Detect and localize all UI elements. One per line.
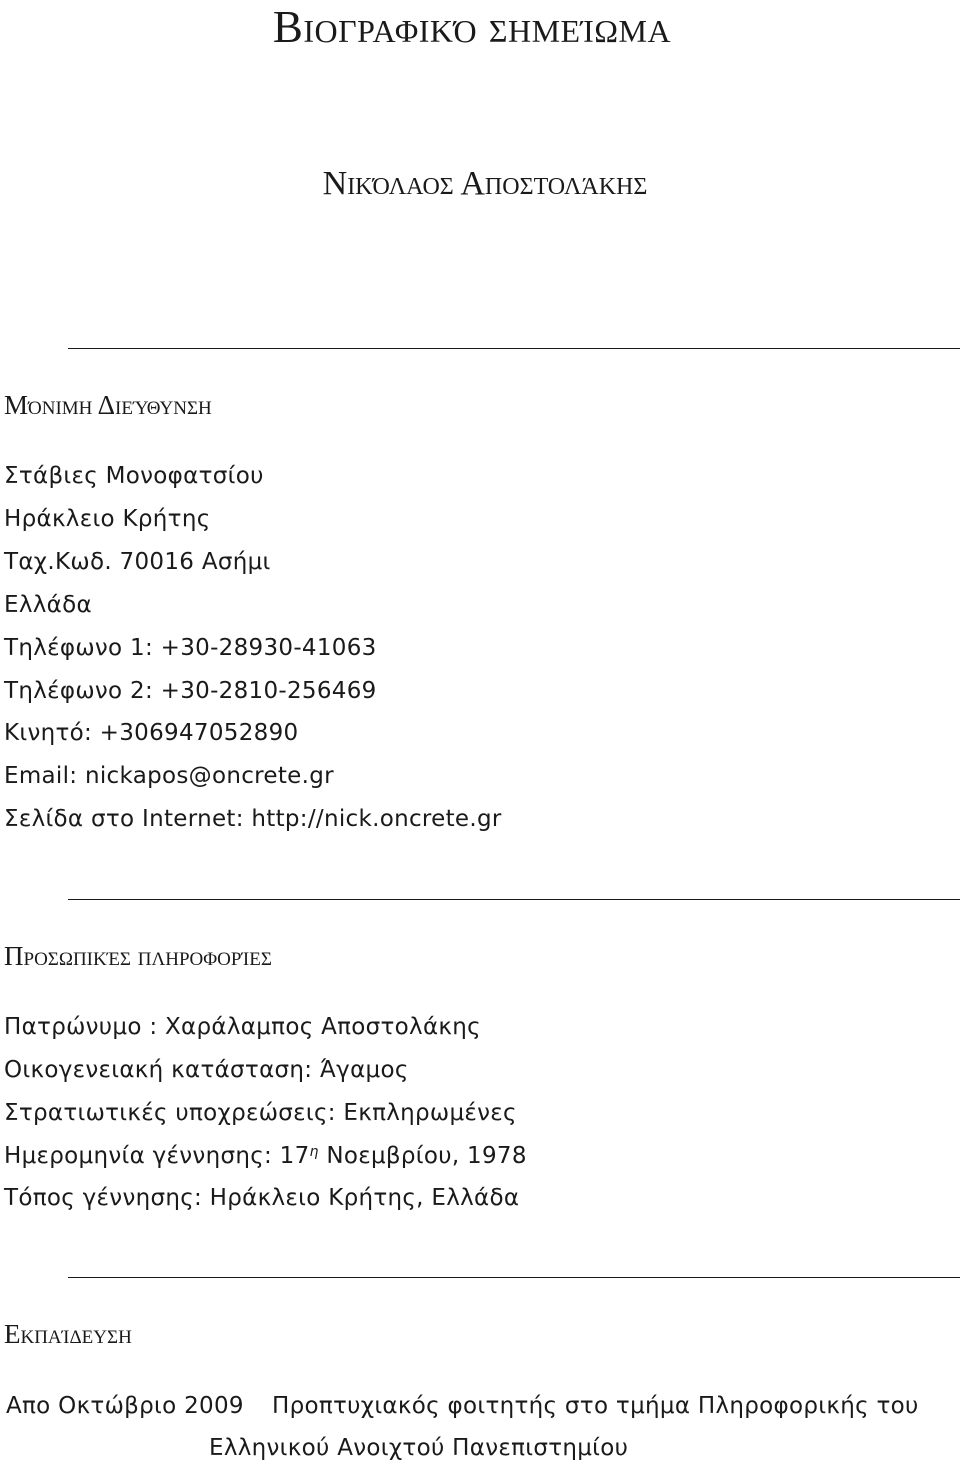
fathers-name: Πατρώνυμο : Χαράλαμπος Αποστολάκης	[4, 1014, 481, 1040]
education-heading: Εκπαίδευση	[4, 1319, 132, 1349]
email-link[interactable]: Email: nickapos@oncrete.gr	[4, 763, 334, 789]
phone-2: Τηλέφωνο 2: +30-2810-256469	[4, 678, 377, 704]
education-description-cont: Ελληνικού Ανοιχτού Πανεπιστημίου	[209, 1435, 629, 1461]
section-divider	[68, 348, 960, 349]
birth-date	[4, 1141, 527, 1171]
website-link[interactable]: Σελίδα στο Internet: http://nick.oncrete.gr	[4, 806, 502, 832]
mobile-phone: Κινητό: +306947052890	[4, 720, 299, 746]
marital-status: Οικογενειακή κατάσταση: Άγαμος	[4, 1057, 409, 1083]
birth-date-rest: Νοεμβρίου, 1978	[318, 1143, 527, 1169]
section-divider	[68, 1277, 960, 1278]
address-heading: Μόνιμη Διεύθυνση	[4, 390, 212, 420]
address-line: Ηράκλειο Κρήτης	[4, 506, 211, 532]
address-line: Ταχ.Κωδ. 70016 Ασήμι	[4, 549, 271, 575]
section-divider	[68, 899, 960, 900]
author-name: Νικόλαος Αποστολάκης	[322, 165, 648, 202]
military-status: Στρατιωτικές υποχρεώσεις: Εκπληρωμένες	[4, 1100, 517, 1126]
address-line: Στάβιες Μονοφατσίου	[4, 463, 264, 489]
education-period: Απο Οκτώβριο 2009	[6, 1393, 244, 1419]
address-line: Ελλάδα	[4, 592, 92, 618]
phone-1: Τηλέφωνο 1: +30-28930-41063	[4, 635, 377, 661]
document-title: Βιογραφικό σημείωμα	[272, 2, 672, 52]
education-description: Προπτυχιακός φοιτητής στο τμήμα Πληροφορικής του	[272, 1393, 919, 1419]
birth-date-main: Ημερομηνία γέννησης: 17	[4, 1143, 310, 1169]
birth-date-ordinal: η	[309, 1144, 319, 1160]
personal-heading: Προσωπικές πληροφορίες	[4, 941, 272, 971]
birth-place: Τόπος γέννησης: Ηράκλειο Κρήτης, Ελλάδα	[4, 1185, 520, 1211]
